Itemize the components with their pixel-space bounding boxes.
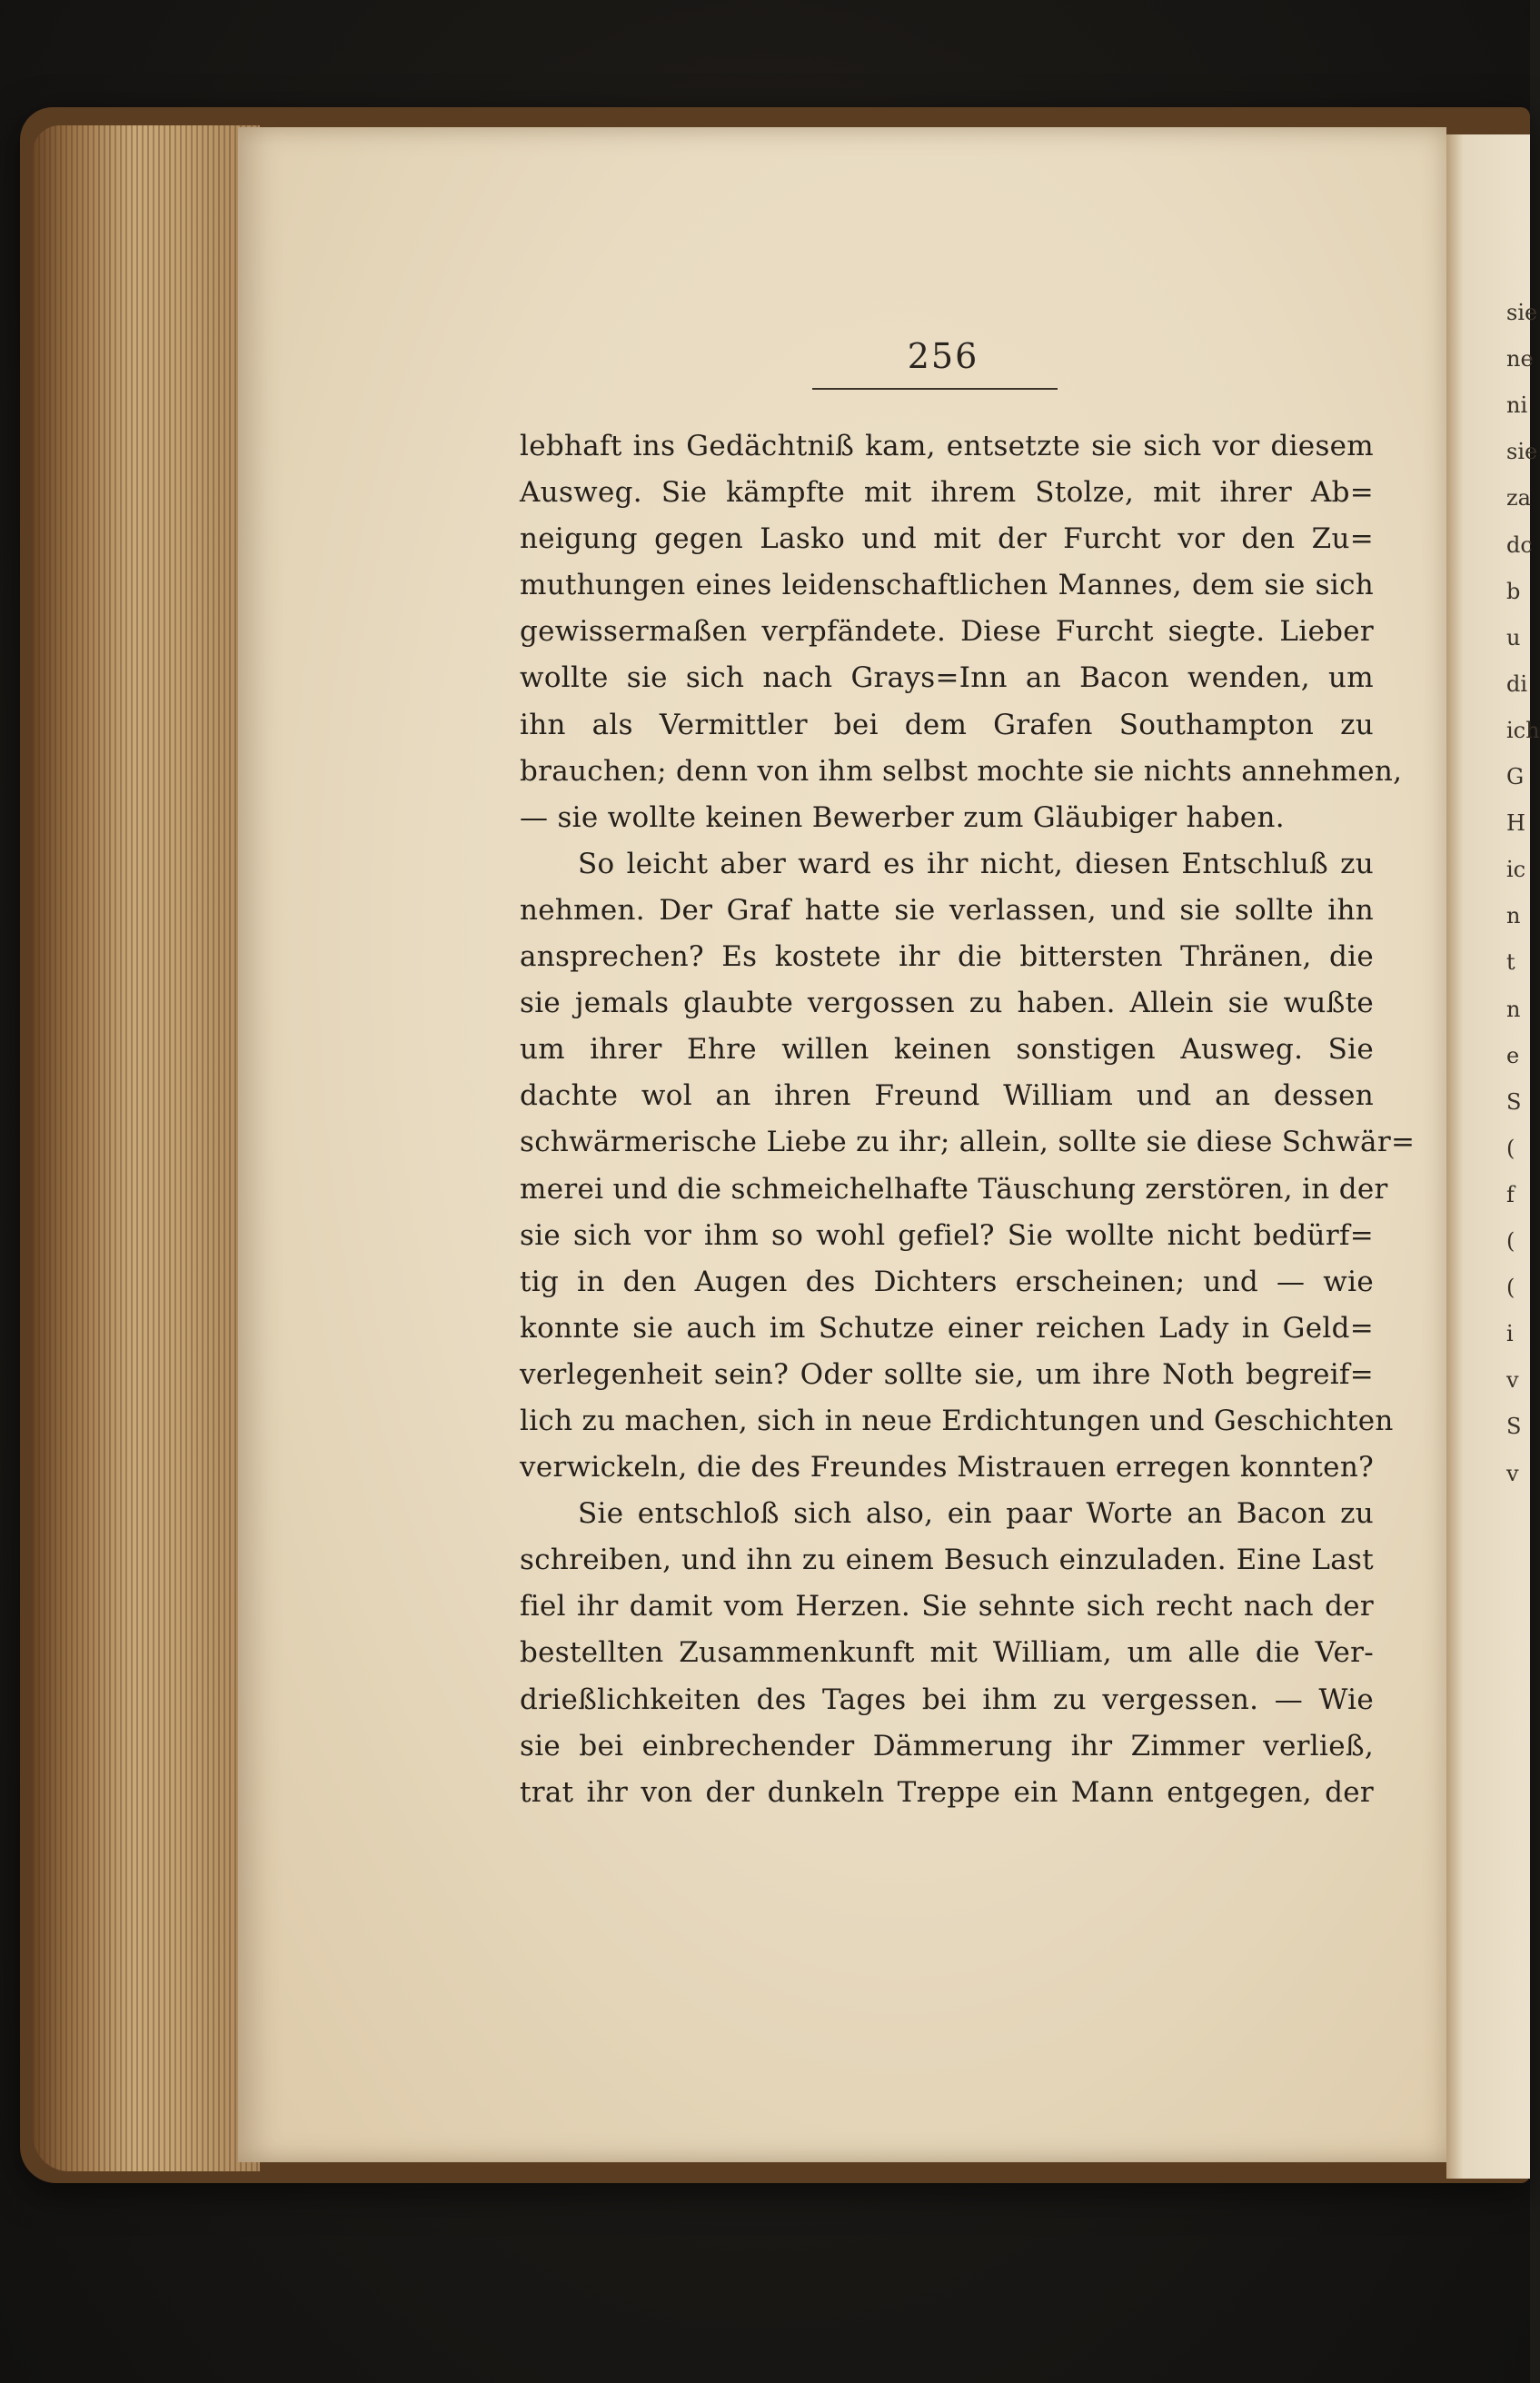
facing-page-fragment: t — [1506, 949, 1515, 976]
facing-page-fragment: u — [1506, 624, 1521, 650]
facing-page-fragment: ( — [1506, 1228, 1515, 1254]
text-line: drießlichkeiten des Tages bei ihm zu vergessen. — Wie — [520, 1683, 1374, 1716]
text-line: nehmen. Der Graf hatte sie verlassen, und sie sollte ihn — [520, 893, 1374, 927]
text-line: schwärmerische Liebe zu ihr; allein, sollte sie diese Schwär= — [520, 1126, 1416, 1159]
text-line: fiel ihr damit vom Herzen. Sie sehnte sich recht nach der — [520, 1590, 1374, 1623]
text-line: sie jemals glaubte vergossen zu haben. Allein sie wußte — [520, 987, 1374, 1020]
text-line: gewissermaßen verpfändete. Diese Furcht siegte. Lieber — [520, 615, 1374, 649]
text-line: verlegenheit sein? Oder sollte sie, um ihre Noth begreif= — [520, 1357, 1374, 1391]
text-line: neigung gegen Lasko und mit der Furcht vor den Zu= — [520, 522, 1374, 556]
facing-page-fragment: f — [1506, 1181, 1515, 1207]
facing-page-fragment: b — [1506, 578, 1521, 604]
facing-page-fragment: n — [1506, 903, 1521, 929]
facing-page-fragment: sie — [1506, 439, 1538, 465]
page-edges — [33, 125, 260, 2171]
facing-page-fragment: za — [1506, 485, 1531, 511]
text-line: Ausweg. Sie kämpfte mit ihrem Stolze, mit ihrer Ab= — [520, 476, 1374, 510]
text-line: sie sich vor ihm so wohl gefiel? Sie wollte nicht bedürf= — [520, 1218, 1374, 1252]
facing-page-fragment: di — [1506, 670, 1528, 697]
facing-page-fragment: ( — [1506, 1135, 1515, 1161]
facing-page-fragment: G — [1506, 764, 1525, 789]
facing-page-fragment: v — [1506, 1460, 1519, 1486]
text-line: — sie wollte keinen Bewerber zum Gläubiger haben. — [520, 800, 1285, 834]
facing-page-fragment: ic — [1506, 857, 1526, 883]
facing-page-fragment: ni — [1506, 392, 1528, 419]
text-line: lich zu machen, sich in neue Erdichtungen und Geschichten — [520, 1404, 1394, 1437]
facing-page-fragment: ne — [1506, 346, 1534, 372]
text-line: lebhaft ins Gedächtniß kam, entsetzte sie sich vor diesem — [520, 430, 1374, 462]
text-line: wollte sie sich nach Grays=Inn an Bacon wenden, um — [520, 661, 1374, 695]
header-rule — [812, 388, 1058, 390]
facing-page — [1446, 134, 1540, 2179]
facing-page-fragment: v — [1506, 1367, 1519, 1394]
body-text — [520, 423, 1416, 1816]
facing-page-fragment: ( — [1506, 1275, 1515, 1301]
facing-page-fragment: dc — [1506, 531, 1533, 558]
text-line: merei und die schmeichelhafte Täuschung zerstören, in der — [520, 1172, 1388, 1206]
text-line: So leicht aber ward es ihr nicht, diesen Entschluß zu — [578, 847, 1374, 880]
facing-page-fragment: H — [1506, 810, 1525, 837]
facing-page-fragment: S — [1506, 1414, 1522, 1440]
text-line: Sie entschloß sich also, ein paar Worte an Bacon zu — [578, 1497, 1374, 1531]
facing-page-fragment: n — [1506, 996, 1521, 1022]
text-line: ansprechen? Es kostete ihr die bittersten Thränen, die — [520, 940, 1374, 974]
text-line: muthungen eines leidenschaftlichen Mannes, dem sie sich — [520, 569, 1374, 602]
facing-page-fragment: e — [1506, 1042, 1520, 1068]
text-line: brauchen; denn von ihm selbst mochte sie nichts annehmen, — [520, 754, 1403, 788]
text-line: schreiben, und ihn zu einem Besuch einzuladen. Eine Last — [520, 1544, 1374, 1577]
facing-page-fragment: sie — [1506, 300, 1538, 325]
text-line: bestellten Zusammenkunft mit William, um alle die Ver- — [520, 1636, 1374, 1670]
text-line: sie bei einbrechender Dämmerung ihr Zimmer verließ, — [520, 1729, 1374, 1762]
text-line: trat ihr von der dunkeln Treppe ein Mann entgegen, der — [520, 1775, 1374, 1809]
text-line: konnte sie auch im Schutze einer reichen Lady in Geld= — [520, 1311, 1374, 1345]
text-line: dachte wol an ihren Freund William und an dessen — [520, 1079, 1374, 1113]
text-line: ihn als Vermittler bei dem Grafen Southampton zu — [520, 708, 1374, 741]
text-line: tig in den Augen des Dichters erscheinen; und — wie — [520, 1265, 1374, 1298]
text-line: um ihrer Ehre willen keinen sonstigen Ausweg. Sie — [520, 1033, 1374, 1067]
facing-page-fragment: ich — [1506, 717, 1540, 743]
page-number: 256 — [907, 336, 979, 376]
facing-page-fragment: S — [1506, 1088, 1522, 1115]
facing-page-fragment: i — [1506, 1321, 1514, 1347]
text-line: verwickeln, die des Freundes Mistrauen erregen konnten? — [520, 1451, 1374, 1484]
